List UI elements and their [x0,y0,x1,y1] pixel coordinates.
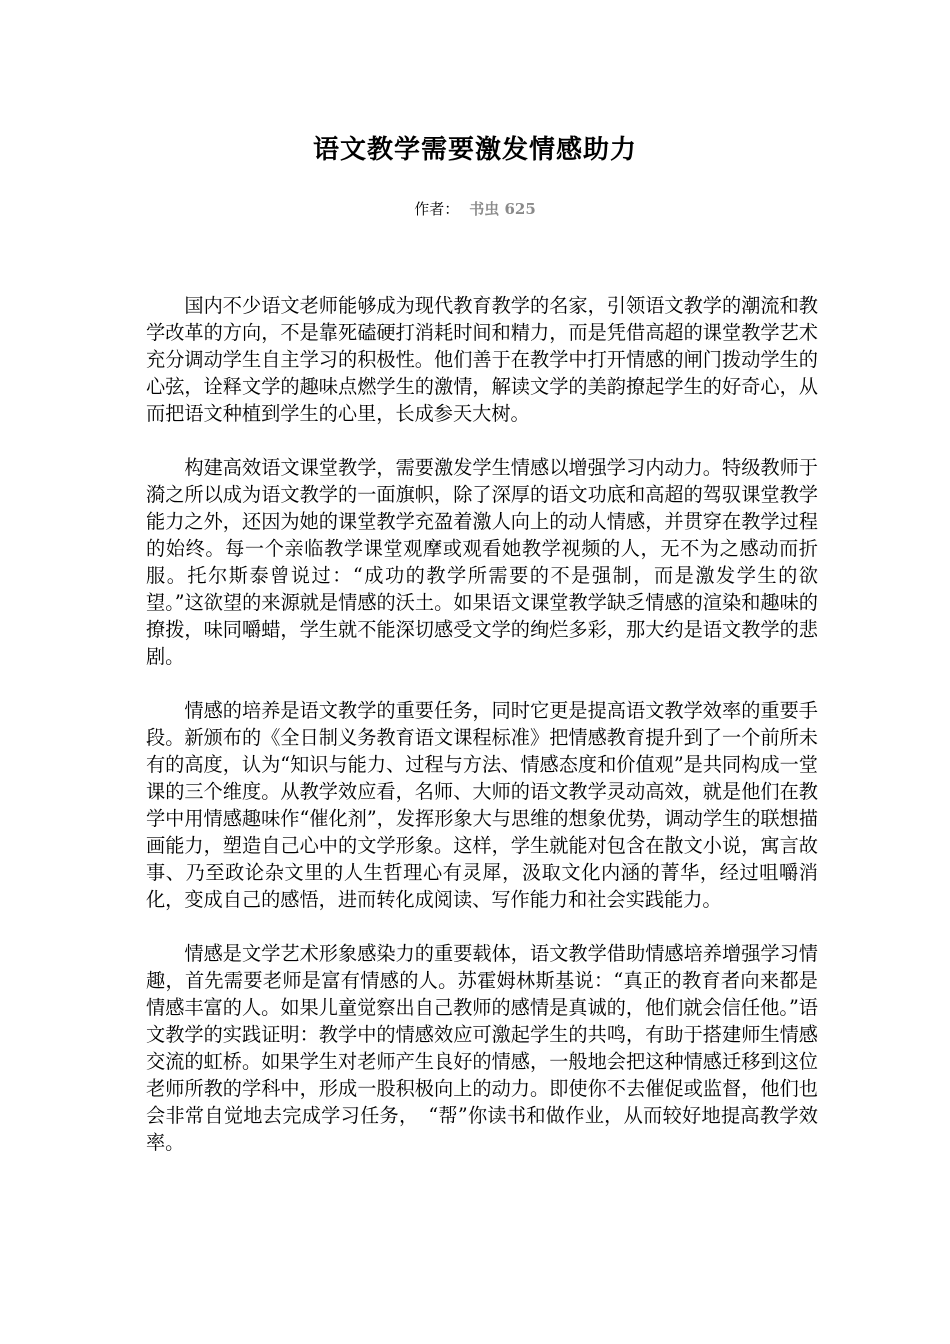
paragraph-1: 国内不少语文老师能够成为现代教育教学的名家，引领语文教学的潮流和教学改革的方向，不是靠死磕硬打消耗时间和精力，而是凭借高超的课堂教学艺术充分调动学生自主学习的积极性。他们善于在教学中打开情感的闸门拨动学生的心弦，诠释文学的趣味点燃学生的激情，解读文学的美韵撩起学生的好奇心，从而把语文种植到学生的心里，长成参天大树。 [146,294,818,425]
author-label: 作者： [414,200,460,218]
paragraph-3: 情感的培养是语文教学的重要任务，同时它更是提高语文教学效率的重要手段。新颁布的《全日制义务教育语文课程标准》把情感教育提升到了一个前所未有的高度，认为“知识与能力、过程与方法、情感态度和价值观”是共同构成一堂课的三个维度。从教学效应看，名师、大师的语文教学灵动高效，就是他们在教学中用情感趣味作“催化剂”，发挥形象大与思维的想象优势，调动学生的联想描画能力，塑造自己心中的文学形象。这样，学生就能对包含在散文小说，寓言故事、乃至政论杂文里的人生哲理心有灵犀，汲取文化内涵的菁华，经过咀嚼消化，变成自己的感悟，进而转化成阅读、写作能力和社会实践能力。 [146,699,818,911]
document-title: 语文教学需要激发情感助力 [312,135,637,165]
paragraph-2: 构建高效语文课堂教学，需要激发学生情感以增强学习内动力。特级教师于漪之所以成为语文教学的一面旗帜，除了深厚的语文功底和高超的驾驭课堂教学能力之外，还因为她的课堂教学充盈着激人向上的动人情感，并贯穿在教学过程的始终。每一个亲临教学课堂观摩或观看她教学视频的人，无不为之感动而折服。托尔斯泰曾说过：“成功的教学所需要的不是强制，而是激发学生的欲望。”这欲望的来源就是情感的沃土。如果语文课堂教学缺乏情感的渲染和趣味的撩拨，味同嚼蜡，学生就不能深切感受文学的绚烂多彩，那大约是语文教学的悲剧。 [146,456,818,668]
paragraph-4: 情感是文学艺术形象感染力的重要载体，语文教学借助情感培养增强学习情趣，首先需要老师是富有情感的人。苏霍姆林斯基说：“真正的教育者向来都是情感丰富的人。如果儿童觉察出自己教师的感情是真诚的，他们就会信任他。”语文教学的实践证明：教学中的情感效应可激起学生的共鸣，有助于搭建师生情感交流的虹桥。如果学生对老师产生良好的情感，一般地会把这种情感迁移到这位老师所教的学科中，形成一股积极向上的动力。即使你不去催促或监督，他们也会非常自觉地去完成学习任务， “帮”你读书和做作业，从而较好地提高教学效率。 [146,942,818,1154]
author-byline [0,198,950,220]
article-body [146,292,818,1183]
author-name: 书虫 625 [469,200,536,218]
